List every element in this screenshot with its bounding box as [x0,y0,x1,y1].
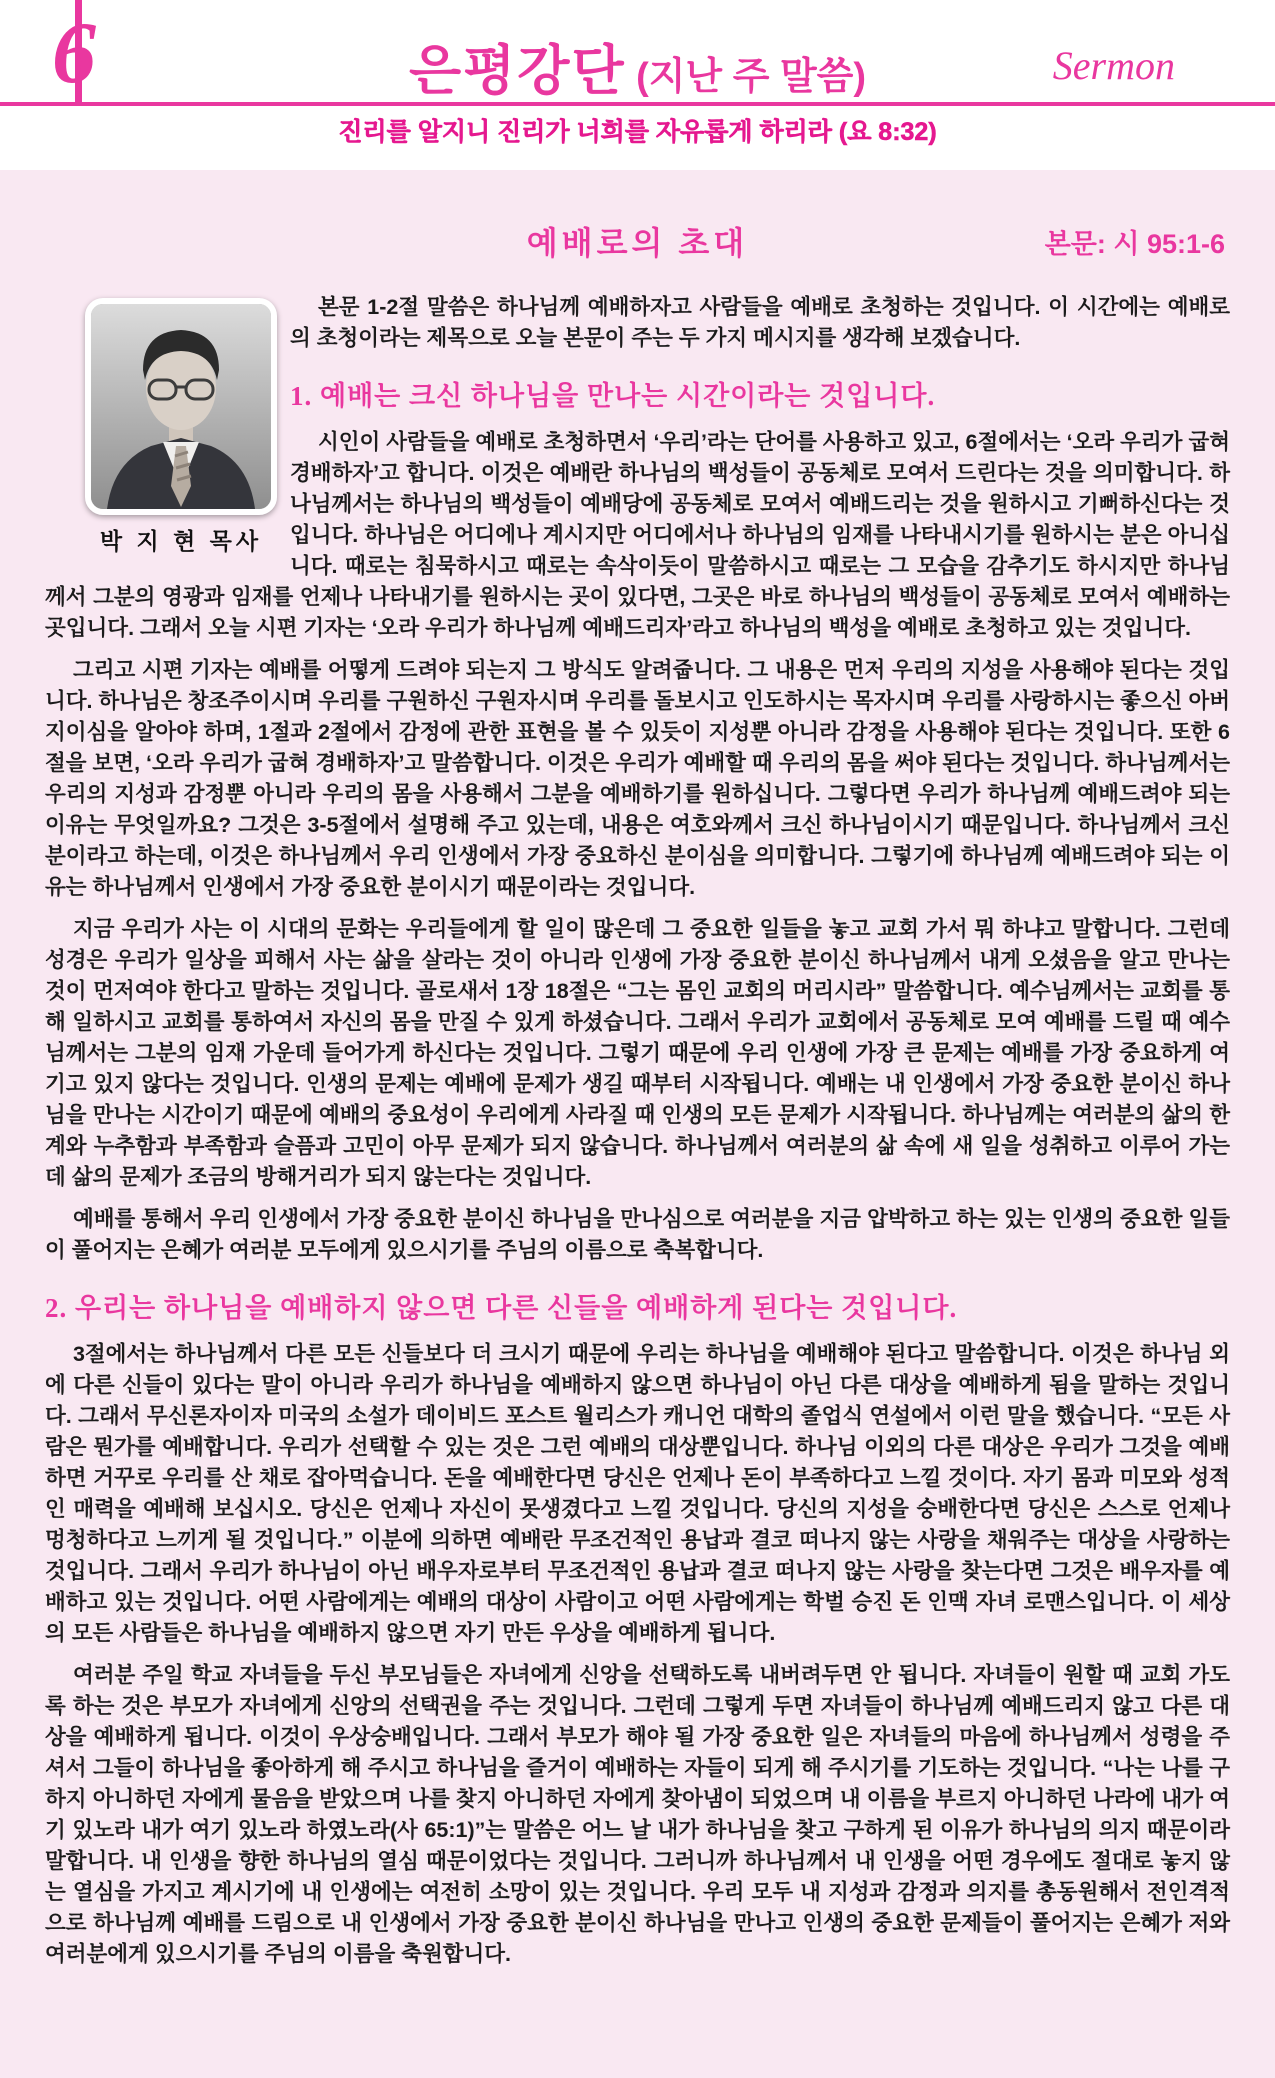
section1-heading: 1. 예배는 크신 하나님을 만나는 시간이라는 것입니다. [290,381,936,411]
sermon-script-label: Sermon [1052,43,1175,88]
sermon-panel [0,170,1275,2078]
header-title-suffix: (지난 주 말씀) [636,56,867,98]
sermon-body [45,292,1230,1970]
pastor-photo [85,298,277,515]
section2-paragraph-1: 3절에서는 하나님께서 다른 모든 신들보다 더 크시기 때문에 우리는 하나님을 예배해야 된다고 말씀합니다. 이것은 하나님 외에 다른 신들이 있다는 말이 아니라 우리가 하나님을 예배하지 않으면 하나님이 아닌 다른 대상을 예배하게 됨을 말하는 것입니다. 그래서 무신론자이자 미국의 소설가 데이비드 포스트 월리스가 캐니언 대학의 졸업식 연설에서 이런 말을 했습니다. “모든 사람은 뭔가를 예배합니다. 우리가 선택할 수 있는 것은 그런 예배의 대상뿐입니다. 하나님 이외의 다른 대상은 우리가 그것을 예배하면 거꾸로 우리를 산 채로 잡아먹습니다. 돈을 예배한다면 당신은 언제나 돈이 부족하다고 느낄 것이다. 자기 몸과 미모와 성적인 매력을 예배해 보십시오. 당신은 언제나 자신이 못생겼다고 느낄 것입니다. 당신의 지성을 숭배한다면 당신은 스스로 언제나 멍청하다고 느끼게 될 것입니다.” 이분에 의하면 예배란 무조건적인 용납과 결코 떠나지 않는 사랑을 채워주는 대상을 사랑하는 것입니다. 그래서 우리가 하나님이 아닌 배우자로부터 무조건적인 용납과 결코 떠나지 않는 사랑을 찾는다면 그것은 배우자를 예배하고 있는 것입니다. 어떤 사람에게는 예배의 대상이 사람이고 어떤 사람에게는 학벌 승진 돈 인맥 자녀 로맨스입니다. 이 세상의 모든 사람들은 하나님을 예배하지 않으면 자기 만든 우상을 예배하게 됩니다. [45,1342,1230,1645]
header-title-main: 은평강단 [408,41,626,101]
pastor-portrait-illustration [91,304,271,509]
page-number: 6 [52,5,96,102]
intro-paragraph: 본문 1-2절 말씀은 하나님께 예배하자고 사람들을 예배로 초청하는 것입니다. 이 시간에는 예배로의 초청이라는 제목으로 오늘 본문이 주는 두 가지 메시지를 생각해 보겠습니다. [290,295,1230,350]
page-header [0,0,1275,170]
sermon-title-row [45,218,1230,264]
pastor-name: 박 지 현 목사 [99,528,263,554]
header-rule [0,102,1275,106]
section1-paragraph-1: 시인이 사람들을 예배로 초청하면서 ‘우리’라는 단어를 사용하고 있고, 6절에서는 ‘오라 우리가 굽혀 경배하자’고 합니다. 이것은 예배란 하나님의 백성들이 공동체로 모여서 드린다는 것을 의미합니다. 하나님께서는 하나님의 백성들이 예배당에 공동체로 모여서 예배드리는 것을 원하시고 기뻐하신다는 것입니다. 하나님은 어디에나 계시지만 어디에서나 하나님의 임재를 나타내시기를 원하시는 분은 아니십니다. 때로는 침묵하시고 때로는 속삭이듯이 말씀하시고 때로는 그 모습을 감추기도 하시지만 하나님께서 그분의 영광과 임재를 언제나 나타내기를 원하시는 곳이 있다면, 그곳은 바로 하나님의 백성들이 공동체로 모여서 예배하는 곳입니다. 그래서 오늘 시편 기자는 ‘오라 우리가 하나님께 예배드리자’라고 하나님의 백성을 예배로 초청하고 있는 것입니다. [45,430,1230,640]
section1-paragraph-2: 그리고 시편 기자는 예배를 어떻게 드려야 되는지 그 방식도 알려줍니다. 그 내용은 먼저 우리의 지성을 사용해야 된다는 것입니다. 하나님은 창조주이시며 우리를 구원하신 구원자시며 우리를 돌보시고 인도하시는 목자시며 우리를 사랑하시는 좋으신 아버지이심을 알아야 하며, 1절과 2절에서 감정에 관한 표현을 볼 수 있듯이 지성뿐 아니라 감정을 사용해야 된다는 것입니다. 또한 6절을 보면, ‘오라 우리가 굽혀 경배하자’고 말씀합니다. 이것은 우리가 예배할 때 우리의 몸을 써야 된다는 것입니다. 하나님께서는 우리의 지성과 감정뿐 아니라 우리의 몸을 사용해서 그분을 예배하기를 원하십니다. 그렇다면 우리가 하나님께 예배드려야 되는 이유는 무엇일까요? 그것은 3-5절에서 설명해 주고 있는데, 내용은 여호와께서 크신 하나님이시기 때문입니다. 하나님께서 크신 분이라고 하는데, 이것은 하나님께서 우리 인생에서 가장 중요하신 분이심을 의미합니다. 그렇기에 하나님께 예배드려야 되는 이유는 하나님께서 인생에서 가장 중요한 분이시기 때문이라는 것입니다. [45,658,1230,899]
pastor-figure [45,298,290,556]
header-verse: 진리를 알지니 진리가 너희를 자유롭게 하리라 (요 8:32) [338,118,937,146]
section2-paragraph-2: 여러분 주일 학교 자녀들을 두신 부모님들은 자녀에게 신앙을 선택하도록 내버려두면 안 됩니다. 자녀들이 원할 때 교회 가도록 하는 것은 부모가 자녀에게 신앙의 선택권을 주는 것입니다. 그런데 그렇게 두면 자녀들이 하나님께 예배드리지 않고 다른 대상을 예배하게 됩니다. 이것이 우상숭배입니다. 그래서 부모가 해야 될 가장 중요한 일은 자녀들의 마음에 하나님께서 성령을 주셔서 그들이 하나님을 좋아하게 해 주시고 하나님을 즐거이 예배하는 자들이 되게 해 주시기를 기도하는 것입니다. “나는 나를 구하지 아니하던 자에게 물음을 받았으며 나를 찾지 아니하던 자에게 찾아냄이 되었으며 내 이름을 부르지 아니하던 나라에 내가 여기 있노라 내가 여기 있노라 하였노라(사 65:1)”는 말씀은 어느 날 내가 하나님을 찾고 구하게 된 이유가 하나님의 의지 때문이라 말합니다. 내 인생을 향한 하나님의 열심 때문이었다는 것입니다. 그러니까 하나님께서 내 인생을 어떤 경우에도 절대로 놓지 않는 열심을 가지고 계시기에 내 인생에는 여전히 소망이 있는 것입니다. 우리 모두 내 지성과 감정과 의지를 총동원해서 전인격적으로 하나님께 예배를 드림으로 내 인생에서 가장 중요한 분이신 하나님을 만나고 인생의 중요한 문제들이 풀어지는 은혜가 저와 여러분에게 있으시기를 주님의 이름을 축원합니다. [45,1663,1230,1966]
sermon-title: 예배로의 초대 [526,225,749,261]
section2-heading: 2. 우리는 하나님을 예배하지 않으면 다른 신들을 예배하게 된다는 것입니다. [45,1293,958,1323]
scripture-reference: 본문: 시 95:1-6 [1044,229,1225,259]
section1-paragraph-4: 예배를 통해서 우리 인생에서 가장 중요한 분이신 하나님을 만나심으로 여러분을 지금 압박하고 하는 있는 인생의 중요한 일들이 풀어지는 은혜가 여러분 모두에게 있으시기를 주님의 이름으로 축복합니다. [45,1207,1230,1262]
section1-paragraph-3: 지금 우리가 사는 이 시대의 문화는 우리들에게 할 일이 많은데 그 중요한 일들을 놓고 교회 가서 뭐 하냐고 말합니다. 그런데 성경은 우리가 일상을 피해서 사는 삶을 살라는 것이 아니라 인생에 가장 중요한 분이신 하나님께서 내게 오셨음을 알고 만나는 것이 먼저여야 한다고 말하는 것입니다. 골로새서 1장 18절은 “그는 몸인 교회의 머리시라” 말씀합니다. 예수님께서는 교회를 통해 일하시고 교회를 통하여서 자신의 몸을 만질 수 있게 하셨습니다. 그래서 우리가 교회에서 공동체로 모여 예배를 드릴 때 예수님께서는 그분의 임재 가운데 들어가게 하신다는 것입니다. 그렇기 때문에 우리 인생에 가장 큰 문제는 예배를 가장 중요하게 여기고 있지 않다는 것입니다. 인생의 문제는 예배에 문제가 생길 때부터 시작됩니다. 예배는 내 인생에서 가장 중요한 분이신 하나님을 만나는 시간이기 때문에 예배의 중요성이 우리에게 사라질 때 인생의 모든 문제가 시작됩니다. 하나님께는 여러분의 삶의 한계와 누추함과 부족함과 슬픔과 고민이 아무 문제가 되지 않습니다. 하나님께서 여러분의 삶 속에 새 일을 성취하고 이루어 가는데 삶의 문제가 조금의 방해거리가 되지 않는다는 것입니다. [45,917,1230,1189]
